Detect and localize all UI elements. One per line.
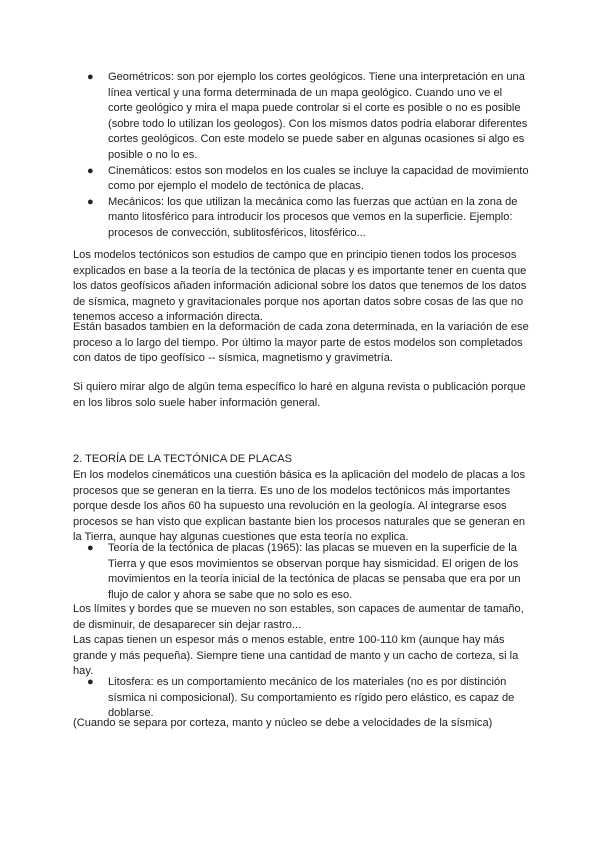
bullet-text-litosfera: Litosfera: es un comportamiento mecánico de los materiales (no es por distinción sísmica ni composicional). Su comportamiento es rígido pero elástico, es capaz de doblarse. — [108, 676, 515, 720]
paragraph-revista: Si quiero mirar algo de algún tema específico lo haré en alguna revista o publicación porque en los libros solo suele haber información general. — [73, 381, 526, 409]
bullet-text-mecanicos: Mecánicos: los que utilizan la mecánica como las fuerzas que actúan en la zona de manto litosférico para introducir los procesos que vemos en la superficie. Ejemplo: procesos de convección, sublitosféricos, litosférico... — [108, 195, 518, 239]
bullet-icon: ● — [87, 542, 94, 554]
paragraph-deformacion: Están basados tambien en la deformación de cada zona determinada, en la variación de ese proceso a lo largo del tiempo. Por último la mayor parte de estos modelos son completados con datos de tipo geofísico -- sísmica, magnetismo y gravimetría. — [73, 321, 529, 365]
list-item — [73, 70, 529, 164]
list-item — [73, 164, 529, 195]
paragraph-corteza-manto: (Cuando se separa por corteza, manto y núcleo se debe a velocidades de la sísmica) — [73, 717, 493, 729]
paragraph-capas: Las capas tienen un espesor más o menos estable, entre 100-110 km (aunque hay más grande y más pequeña). Siempre tiene una cantidad de manto y un cacho de corteza, si la hay. — [73, 634, 519, 678]
paragraph-limites: Los límites y bordes que se mueven no son estables, son capaces de aumentar de tamaño, de disminuir, de desaparecer sin dejar rastro... — [73, 603, 524, 631]
bullet-text-geometricos: Geométricos: son por ejemplo los cortes geológicos. Tiene una interpretación en una línea vertical y una forma determinada de un mapa geológico. Cuando uno ve el corte geológico y mira el mapa puede controlar si el corte es posible o no es posible (sobre todo lo utilizan los geologos). Con los mismos datos podria elaborar diferentes cortes geológicos. Con este modelo se puede saber en algunas ocasiones si algo es posible o no lo es. — [108, 71, 528, 161]
list-item — [73, 195, 529, 242]
bullet-icon: ● — [87, 164, 94, 177]
litosfera-list — [73, 675, 529, 722]
paragraph-modelos-tectonicos: Los modelos tectónicos son estudios de campo que en principio tienen todos los procesos explicados en base a la teoría de la tectónica de placas y es importante tener en cuenta que los datos geofísicos añaden información adicional sobre los datos que tenemos de los datos de sísmica, magneto y gravitacionales porque nos aportan datos sobre cosas de las que no tenemos acceso a información directa. — [73, 249, 527, 324]
section-heading: 2. TEORÍA DE LA TECTÓNICA DE PLACAS — [73, 453, 293, 465]
bullet-icon: ● — [87, 71, 94, 83]
model-types-list-block — [73, 70, 529, 242]
list-item — [73, 675, 529, 722]
litosfera-list-block — [73, 675, 529, 722]
model-types-list — [73, 70, 529, 242]
theory-list-block — [73, 541, 529, 603]
theory-list — [73, 541, 529, 603]
bullet-text-cinematicos: Cinemáticos: estos son modelos en los cuales se incluye la capacidad de movimiento como por ejemplo el modelo de tectónica de placas. — [108, 164, 529, 193]
bullet-icon: ● — [87, 195, 94, 208]
list-item — [73, 541, 529, 603]
bullet-text-teoria: Teoría de la tectónica de placas (1965): las placas se mueven en la superficie de la Tierra y que esos movimientos se observan porque hay sismicidad. El origen de los movimientos en la teoría inicial de la tectónica de placas se pensaba que era por un flujo de calor y ahora se sabe que no solo es eso. — [108, 542, 521, 601]
paragraph-modelos-cinematicos: En los modelos cinemáticos una cuestión básica es la aplicación del modelo de placas a los procesos que se generan en la tierra. Es uno de los modelos tectónicos más importantes porque desde los años 60 ha supuesto una revolución en la geología. Al integrarse esos procesos se han visto que explican bastante bien los procesos naturales que se generan en la Tierra, aunque hay algunas cuestiones que esta teoría no explica. — [73, 469, 526, 544]
bullet-icon: ● — [87, 676, 94, 688]
